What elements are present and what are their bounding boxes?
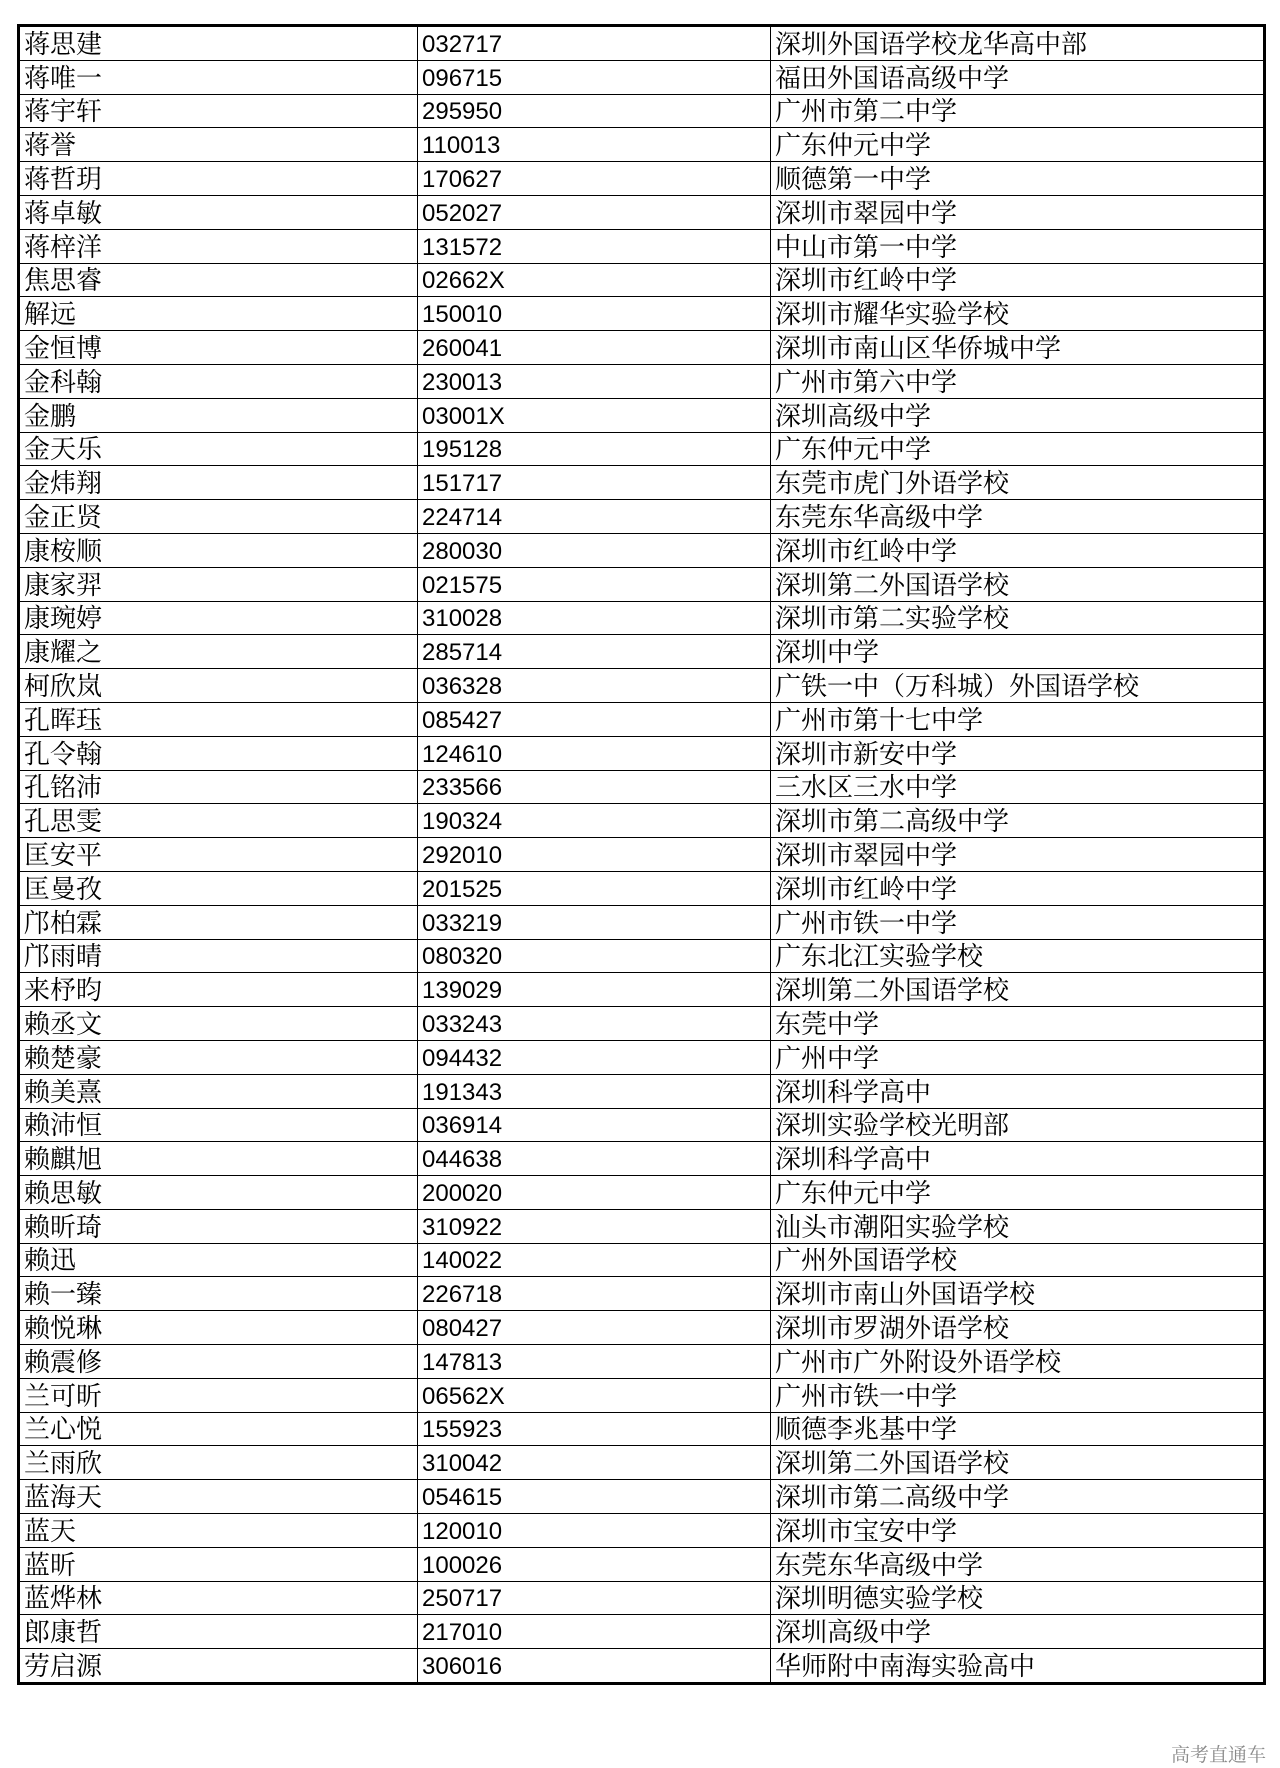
name-cell: 蒋唯一 <box>19 60 418 94</box>
id-cell: 033243 <box>418 1007 771 1041</box>
school-cell: 深圳科学高中 <box>771 1142 1265 1176</box>
school-cell: 深圳市耀华实验学校 <box>771 297 1265 331</box>
table-row <box>19 973 1265 1007</box>
roster-body <box>19 26 1265 1684</box>
table-row <box>19 263 1265 297</box>
id-cell: 03001X <box>418 398 771 432</box>
id-cell: 054615 <box>418 1480 771 1514</box>
id-cell: 280030 <box>418 533 771 567</box>
id-cell: 094432 <box>418 1040 771 1074</box>
school-cell: 深圳市翠园中学 <box>771 838 1265 872</box>
name-cell: 蓝烨林 <box>19 1581 418 1615</box>
school-cell: 广州外国语学校 <box>771 1243 1265 1277</box>
id-cell: 191343 <box>418 1074 771 1108</box>
table-row <box>19 128 1265 162</box>
table-row <box>19 601 1265 635</box>
table-row <box>19 1480 1265 1514</box>
table-row <box>19 500 1265 534</box>
id-cell: 233566 <box>418 770 771 804</box>
school-cell: 深圳高级中学 <box>771 398 1265 432</box>
school-cell: 深圳市南山区华侨城中学 <box>771 331 1265 365</box>
table-row <box>19 26 1265 61</box>
name-cell: 金恒博 <box>19 331 418 365</box>
table-row <box>19 229 1265 263</box>
school-cell: 深圳第二外国语学校 <box>771 567 1265 601</box>
name-cell: 来杼昀 <box>19 973 418 1007</box>
id-cell: 250717 <box>418 1581 771 1615</box>
school-cell: 深圳市第二实验学校 <box>771 601 1265 635</box>
id-cell: 110013 <box>418 128 771 162</box>
table-row <box>19 1209 1265 1243</box>
school-cell: 广东仲元中学 <box>771 128 1265 162</box>
name-cell: 赖昕琦 <box>19 1209 418 1243</box>
school-cell: 广东北江实验学校 <box>771 939 1265 973</box>
school-cell: 广州市第六中学 <box>771 364 1265 398</box>
table-row <box>19 939 1265 973</box>
school-cell: 广州市广外附设外语学校 <box>771 1345 1265 1379</box>
school-cell: 东莞东华高级中学 <box>771 1547 1265 1581</box>
table-row <box>19 736 1265 770</box>
name-cell: 赖悦琳 <box>19 1311 418 1345</box>
id-cell: 190324 <box>418 804 771 838</box>
id-cell: 170627 <box>418 162 771 196</box>
school-cell: 广东仲元中学 <box>771 1176 1265 1210</box>
name-cell: 康耀之 <box>19 635 418 669</box>
table-row <box>19 195 1265 229</box>
id-cell: 217010 <box>418 1615 771 1649</box>
school-cell: 深圳市罗湖外语学校 <box>771 1311 1265 1345</box>
table-row <box>19 162 1265 196</box>
school-cell: 广州市第十七中学 <box>771 702 1265 736</box>
id-cell: 310042 <box>418 1446 771 1480</box>
name-cell: 蒋思建 <box>19 26 418 61</box>
id-cell: 096715 <box>418 60 771 94</box>
name-cell: 劳启源 <box>19 1649 418 1684</box>
name-cell: 孔晖珏 <box>19 702 418 736</box>
name-cell: 郎康哲 <box>19 1615 418 1649</box>
table-row <box>19 1311 1265 1345</box>
name-cell: 柯欣岚 <box>19 669 418 703</box>
table-row <box>19 1176 1265 1210</box>
id-cell: 195128 <box>418 432 771 466</box>
table-row <box>19 804 1265 838</box>
name-cell: 金科翰 <box>19 364 418 398</box>
id-cell: 036914 <box>418 1108 771 1142</box>
name-cell: 解远 <box>19 297 418 331</box>
school-cell: 中山市第一中学 <box>771 229 1265 263</box>
id-cell: 120010 <box>418 1514 771 1548</box>
id-cell: 224714 <box>418 500 771 534</box>
school-cell: 深圳市红岭中学 <box>771 871 1265 905</box>
watermark: 高考直通车 <box>1170 1744 1266 1766</box>
school-cell: 深圳市第二高级中学 <box>771 804 1265 838</box>
school-cell: 深圳实验学校光明部 <box>771 1108 1265 1142</box>
id-cell: 139029 <box>418 973 771 1007</box>
id-cell: 140022 <box>418 1243 771 1277</box>
id-cell: 044638 <box>418 1142 771 1176</box>
id-cell: 295950 <box>418 94 771 128</box>
table-row <box>19 702 1265 736</box>
id-cell: 100026 <box>418 1547 771 1581</box>
id-cell: 032717 <box>418 26 771 61</box>
table-row <box>19 297 1265 331</box>
name-cell: 康桉顺 <box>19 533 418 567</box>
id-cell: 085427 <box>418 702 771 736</box>
table-row <box>19 1412 1265 1446</box>
id-cell: 310922 <box>418 1209 771 1243</box>
table-row <box>19 1514 1265 1548</box>
name-cell: 赖楚豪 <box>19 1040 418 1074</box>
table-row <box>19 635 1265 669</box>
school-cell: 深圳第二外国语学校 <box>771 1446 1265 1480</box>
table-row <box>19 871 1265 905</box>
table-row <box>19 567 1265 601</box>
id-cell: 310028 <box>418 601 771 635</box>
id-cell: 226718 <box>418 1277 771 1311</box>
table-row <box>19 1547 1265 1581</box>
school-cell: 深圳第二外国语学校 <box>771 973 1265 1007</box>
school-cell: 深圳中学 <box>771 635 1265 669</box>
name-cell: 孔令翰 <box>19 736 418 770</box>
table-row <box>19 1108 1265 1142</box>
table-row <box>19 770 1265 804</box>
id-cell: 292010 <box>418 838 771 872</box>
id-cell: 033219 <box>418 905 771 939</box>
name-cell: 金炜翔 <box>19 466 418 500</box>
name-cell: 匡曼孜 <box>19 871 418 905</box>
id-cell: 200020 <box>418 1176 771 1210</box>
name-cell: 赖一臻 <box>19 1277 418 1311</box>
school-cell: 深圳科学高中 <box>771 1074 1265 1108</box>
table-row <box>19 432 1265 466</box>
school-cell: 深圳市宝安中学 <box>771 1514 1265 1548</box>
table-row <box>19 1345 1265 1379</box>
name-cell: 赖麒旭 <box>19 1142 418 1176</box>
school-cell: 广州市铁一中学 <box>771 1378 1265 1412</box>
name-cell: 蓝海天 <box>19 1480 418 1514</box>
name-cell: 孔铭沛 <box>19 770 418 804</box>
table-row <box>19 1074 1265 1108</box>
id-cell: 201525 <box>418 871 771 905</box>
name-cell: 邝柏霖 <box>19 905 418 939</box>
table-row <box>19 364 1265 398</box>
table-row <box>19 533 1265 567</box>
id-cell: 02662X <box>418 263 771 297</box>
table-row <box>19 1649 1265 1684</box>
school-cell: 汕头市潮阳实验学校 <box>771 1209 1265 1243</box>
name-cell: 孔思雯 <box>19 804 418 838</box>
school-cell: 东莞市虎门外语学校 <box>771 466 1265 500</box>
table-row <box>19 331 1265 365</box>
table-row <box>19 466 1265 500</box>
school-cell: 顺德第一中学 <box>771 162 1265 196</box>
school-cell: 深圳市第二高级中学 <box>771 1480 1265 1514</box>
id-cell: 036328 <box>418 669 771 703</box>
name-cell: 赖丞文 <box>19 1007 418 1041</box>
school-cell: 三水区三水中学 <box>771 770 1265 804</box>
table-row <box>19 669 1265 703</box>
name-cell: 赖思敏 <box>19 1176 418 1210</box>
name-cell: 赖震修 <box>19 1345 418 1379</box>
name-cell: 赖美熹 <box>19 1074 418 1108</box>
school-cell: 广州市第二中学 <box>771 94 1265 128</box>
id-cell: 147813 <box>418 1345 771 1379</box>
name-cell: 金正贤 <box>19 500 418 534</box>
school-cell: 东莞中学 <box>771 1007 1265 1041</box>
table-row <box>19 1243 1265 1277</box>
school-cell: 广铁一中（万科城）外国语学校 <box>771 669 1265 703</box>
name-cell: 蓝昕 <box>19 1547 418 1581</box>
table-row <box>19 1446 1265 1480</box>
school-cell: 广州中学 <box>771 1040 1265 1074</box>
id-cell: 052027 <box>418 195 771 229</box>
school-cell: 华师附中南海实验高中 <box>771 1649 1265 1684</box>
name-cell: 蒋哲玥 <box>19 162 418 196</box>
name-cell: 康家羿 <box>19 567 418 601</box>
roster-table <box>17 24 1266 1685</box>
table-row <box>19 1007 1265 1041</box>
school-cell: 深圳明德实验学校 <box>771 1581 1265 1615</box>
name-cell: 邝雨晴 <box>19 939 418 973</box>
id-cell: 06562X <box>418 1378 771 1412</box>
school-cell: 深圳高级中学 <box>771 1615 1265 1649</box>
school-cell: 广州市铁一中学 <box>771 905 1265 939</box>
name-cell: 金天乐 <box>19 432 418 466</box>
name-cell: 蒋梓洋 <box>19 229 418 263</box>
id-cell: 124610 <box>418 736 771 770</box>
school-cell: 深圳市翠园中学 <box>771 195 1265 229</box>
name-cell: 兰心悦 <box>19 1412 418 1446</box>
name-cell: 蒋宇轩 <box>19 94 418 128</box>
table-row <box>19 905 1265 939</box>
name-cell: 金鹏 <box>19 398 418 432</box>
school-cell: 福田外国语高级中学 <box>771 60 1265 94</box>
id-cell: 260041 <box>418 331 771 365</box>
school-cell: 广东仲元中学 <box>771 432 1265 466</box>
id-cell: 285714 <box>418 635 771 669</box>
school-cell: 顺德李兆基中学 <box>771 1412 1265 1446</box>
id-cell: 080320 <box>418 939 771 973</box>
name-cell: 康琬婷 <box>19 601 418 635</box>
table-row <box>19 1615 1265 1649</box>
id-cell: 080427 <box>418 1311 771 1345</box>
id-cell: 230013 <box>418 364 771 398</box>
table-row <box>19 94 1265 128</box>
school-cell: 深圳外国语学校龙华高中部 <box>771 26 1265 61</box>
table-row <box>19 838 1265 872</box>
table-row <box>19 1378 1265 1412</box>
name-cell: 蒋卓敏 <box>19 195 418 229</box>
id-cell: 150010 <box>418 297 771 331</box>
table-row <box>19 60 1265 94</box>
school-cell: 深圳市新安中学 <box>771 736 1265 770</box>
school-cell: 深圳市红岭中学 <box>771 533 1265 567</box>
id-cell: 151717 <box>418 466 771 500</box>
id-cell: 306016 <box>418 1649 771 1684</box>
table-row <box>19 1581 1265 1615</box>
name-cell: 焦思睿 <box>19 263 418 297</box>
table-row <box>19 1277 1265 1311</box>
name-cell: 兰可昕 <box>19 1378 418 1412</box>
table-row <box>19 398 1265 432</box>
name-cell: 赖迅 <box>19 1243 418 1277</box>
table-row <box>19 1040 1265 1074</box>
table-row <box>19 1142 1265 1176</box>
school-cell: 东莞东华高级中学 <box>771 500 1265 534</box>
name-cell: 蓝天 <box>19 1514 418 1548</box>
name-cell: 兰雨欣 <box>19 1446 418 1480</box>
school-cell: 深圳市南山外国语学校 <box>771 1277 1265 1311</box>
school-cell: 深圳市红岭中学 <box>771 263 1265 297</box>
name-cell: 赖沛恒 <box>19 1108 418 1142</box>
id-cell: 021575 <box>418 567 771 601</box>
id-cell: 131572 <box>418 229 771 263</box>
id-cell: 155923 <box>418 1412 771 1446</box>
name-cell: 蒋誉 <box>19 128 418 162</box>
name-cell: 匡安平 <box>19 838 418 872</box>
